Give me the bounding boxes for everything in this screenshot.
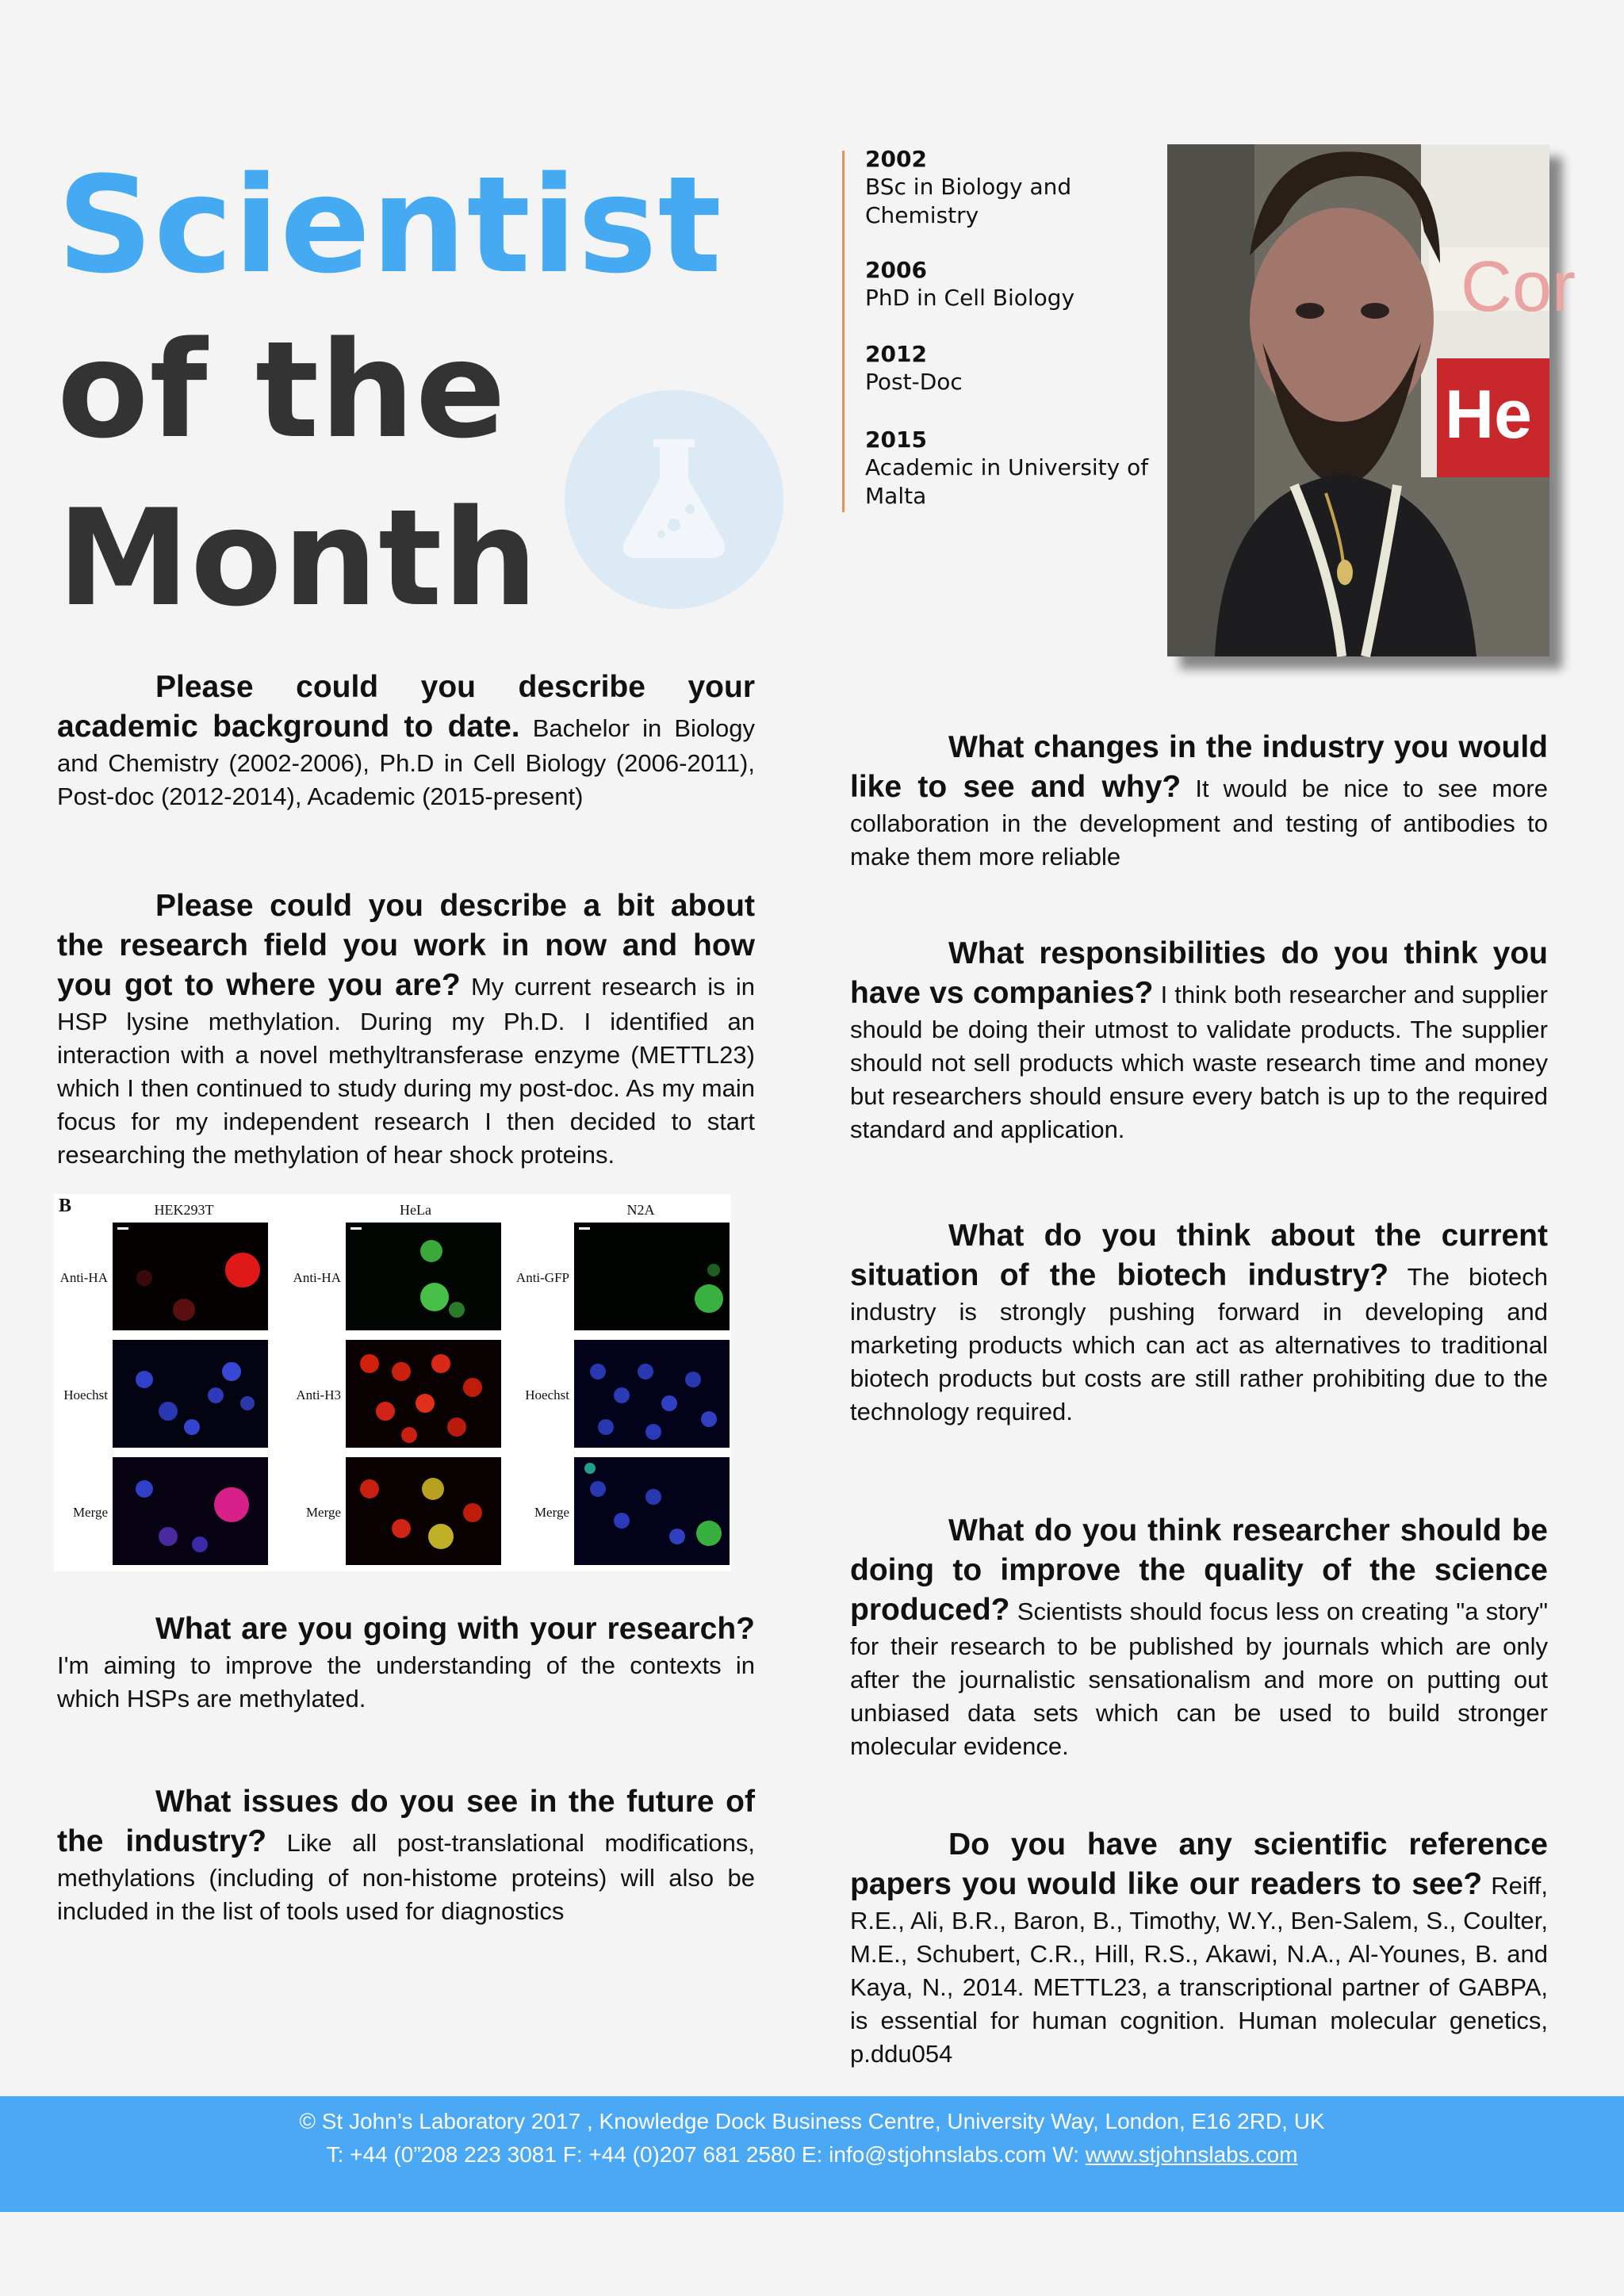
career-timeline [842,146,1162,512]
figure-row-label: Merge [72,1505,108,1520]
answer: Like all post-translational modifications, methylations (including of non-histome proteins) will also be included in the list of tools used for diagnostics [57,1829,755,1925]
title-line-3: Month [57,480,539,636]
timeline-year: 2002 [865,146,927,172]
question: Please could you describe a bit about the research field you work in now and how you got to where you are? [57,889,755,1002]
question: What issues do you see in the future of the industry? [57,1785,755,1858]
figure-column-label: HeLa [400,1202,431,1218]
figure-column-label: N2A [626,1202,655,1218]
question: What do you think about the current situation of the biotech industry? [850,1219,1548,1292]
answer: I think both researcher and supplier should be doing their utmost to validate products. The supplier should not sell products which waste research time and money but researchers should ensure every batch is up to the required standard and application. [850,981,1548,1143]
qa-block [57,1782,755,1928]
qa-block [57,1609,755,1716]
question: What changes in the industry you would like to see and why? [850,730,1548,804]
micrograph-cell [346,1223,501,1330]
footer [0,2096,1624,2212]
qa-block [850,1216,1548,1429]
figure-row-label: Anti-HA [293,1270,341,1285]
qa-block [57,886,755,1172]
micrograph-cell [574,1457,730,1565]
question: What do you think researcher should be doing to improve the quality of the science produced? [850,1513,1548,1627]
flask-icon [565,390,783,609]
answer: Bachelor in Biology and Chemistry (2002-2006), Ph.D in Cell Biology (2006-2011), Post-doc (2012-2014), Academic (2015-present) [57,714,755,810]
svg-text:He: He [1445,377,1532,453]
timeline-desc: BSc in Biology and Chemistry [865,174,1072,228]
timeline-item [865,257,1166,312]
timeline-desc: Academic in University of Malta [865,454,1149,509]
question: Do you have any scientific reference papers you would like our readers to see? [850,1827,1548,1901]
website-link[interactable]: www.stjohnslabs.com [1085,2142,1298,2167]
question: Please could you describe your academic background to date. [57,670,755,744]
micrograph-cell [113,1223,268,1330]
figure-panel-letter: B [59,1196,72,1216]
footer-contact-text: T: +44 (0”208 223 3081 F: +44 (0)207 681 2580 E: info@stjohnslabs.com W: [326,2142,1079,2167]
figure-column-label: HEK293T [154,1202,214,1218]
timeline-year: 2015 [865,427,927,453]
title-line-1: Scientist [57,147,722,303]
timeline-item [865,146,1166,230]
answer: Reiff, R.E., Ali, B.R., Baron, B., Timothy, W.Y., Ben-Salem, S., Coulter, M.E., Schubert, C.R., Hill, R.S., Akawi, N.A., Al-Younes, B. and Kaya, N., 2014. METTL23, a transcriptional partner of GABPA, is essential for human cognition. Human molecular genetics, p.ddu054 [850,1872,1548,2068]
svg-text:Cor: Cor [1461,247,1576,327]
figure-row-label: Hoechst [63,1387,108,1402]
scientist-photo [1167,144,1576,656]
qa-block [850,1511,1548,1763]
micrograph-cell [574,1223,730,1330]
footer-address: © St John’s Laboratory 2017 , Knowledge Dock Business Centre, University Way, London, E16 2RD, UK [299,2109,1325,2133]
timeline-desc: PhD in Cell Biology [865,285,1075,311]
figure-row-label: Hoechst [525,1387,569,1402]
title-line-2: of the [57,312,507,468]
microscopy-figure [54,1194,731,1571]
figure-row-label: Anti-H3 [296,1387,341,1402]
footer-contact [0,2139,1624,2171]
answer: I'm aiming to improve the understanding of the contexts in which HSPs are methylated. [57,1651,755,1712]
micrograph-cell [346,1457,501,1565]
timeline-year: 2006 [865,257,927,283]
question: What responsibilities do you think you have vs companies? [850,936,1548,1010]
qa-block [57,668,755,813]
timeline-desc: Post-Doc [865,369,963,395]
answer: Scientists should focus less on creating "a story" for their research to be published by journals which are only after the journalistic sensationalism and more on putting out unbiased data sets which can be used to build stronger molecular evidence. [850,1598,1548,1760]
answer: My current research is in HSP lysine methylation. During my Ph.D. I identified an interaction with a novel methyltransferase enzyme (METTL23) which I then continued to study during my post-doc. As my main focus for my independent research I then decided to start researching the methylation of hear shock proteins. [57,973,755,1169]
figure-row-label: Merge [534,1505,569,1520]
answer: The biotech industry is strongly pushing forward in developing and marketing products which can act as alternatives to traditional biotech products but costs are still rather prohibiting due to the technology required. [850,1263,1548,1425]
micrograph-cell [113,1457,268,1565]
figure-row-label: Merge [305,1505,341,1520]
micrograph-cell [113,1340,268,1448]
timeline-year: 2012 [865,341,927,367]
micrograph-cell [574,1340,730,1448]
qa-block [850,934,1548,1146]
qa-block [850,1825,1548,2071]
qa-block [850,728,1548,874]
answer: It would be nice to see more collaboration in the development and testing of antibodies to make them more reliable [850,775,1548,871]
timeline-item [865,427,1166,511]
timeline-item [865,341,1166,396]
micrograph-cell [346,1340,501,1448]
figure-row-label: Anti-HA [59,1270,108,1285]
question: What are you going with your research? [155,1612,755,1646]
figure-row-label: Anti-GFP [515,1270,569,1285]
